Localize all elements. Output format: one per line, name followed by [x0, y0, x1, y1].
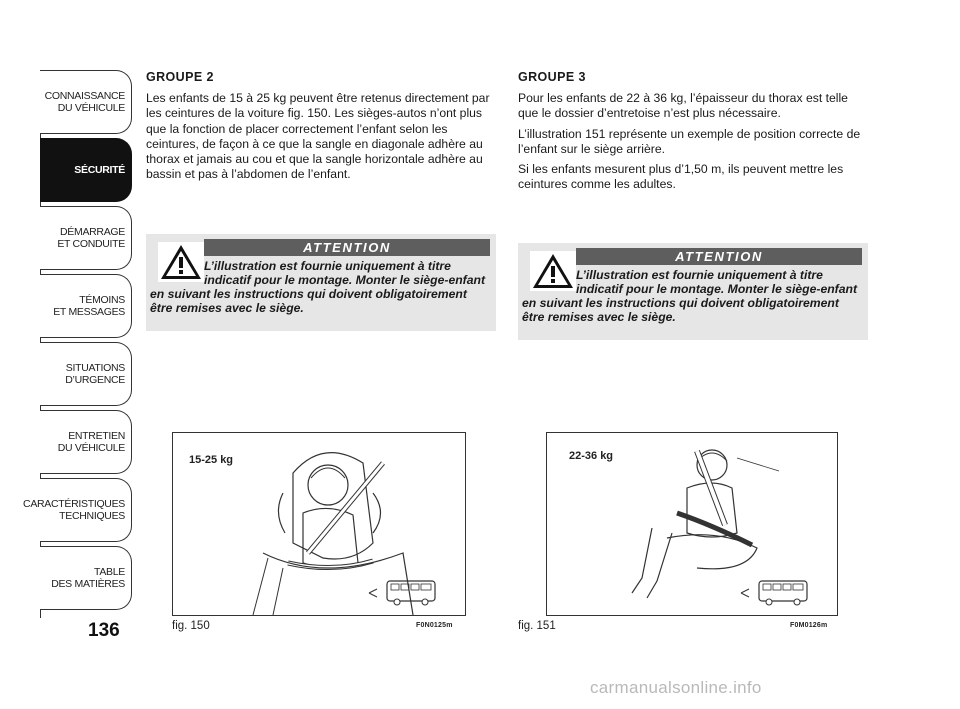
tab-securite[interactable]: SÉCURITÉ: [40, 138, 132, 202]
right-column: [518, 70, 870, 197]
figure-150-code: F0N0125m: [416, 622, 453, 629]
tab-connaissance-du-vehicule[interactable]: CONNAISSANCE DU VÉHICULE: [40, 70, 132, 134]
groupe-3-paragraph-3: Si les enfants mesurent plus d’1,50 m, ils peuvent mettre les ceintures comme les adultes.: [518, 162, 844, 192]
figure-150-caption: fig. 150: [172, 620, 210, 632]
figure-151: [546, 432, 838, 616]
attention-title: ATTENTION: [204, 239, 490, 256]
child-booster-seat-illustration: [173, 433, 465, 615]
tab-caracteristiques-techniques[interactable]: CARACTÉRISTIQUES TECHNIQUES: [40, 478, 132, 542]
figure-150: [172, 432, 466, 616]
groupe-3-paragraph-1: Pour les enfants de 22 à 36 kg, l’épaisseur du thorax est telle que le dossier d’entretoise n’est plus nécessaire.: [518, 91, 848, 121]
figure-151-code: F0M0126m: [790, 622, 828, 629]
tab-temoins-et-messages[interactable]: TÉMOINS ET MESSAGES: [40, 274, 132, 338]
watermark: carmanualsonline.info: [590, 678, 762, 697]
groupe-2-heading: GROUPE 2: [146, 70, 214, 84]
weight-label: 22-36 kg: [569, 450, 614, 462]
weight-label: 15-25 kg: [189, 454, 234, 466]
van-icon: [741, 581, 807, 605]
groupe-3-paragraph-2: L’illustration 151 représente un exemple de position correcte de l’enfant sur le siège arrière.: [518, 126, 861, 156]
tab-table-des-matieres[interactable]: TABLE DES MATIÈRES: [40, 546, 132, 610]
attention-box-right: [518, 243, 868, 340]
child-rear-seat-illustration: [547, 433, 837, 615]
attention-title: ATTENTION: [576, 248, 862, 265]
left-column: [146, 70, 498, 187]
van-icon: [369, 581, 435, 605]
figure-151-caption: fig. 151: [518, 620, 556, 632]
tab-situations-d-urgence[interactable]: SITUATIONS D’URGENCE: [40, 342, 132, 406]
attention-text: L’illustration est fournie uniquement à titre indicatif pour le montage. Monter le siège-enfant en suivant les instructions qui doivent obligatoirement être remises avec le siège.: [522, 268, 858, 324]
attention-box-left: [146, 234, 496, 331]
tab-demarrage-et-conduite[interactable]: DÉMARRAGE ET CONDUITE: [40, 206, 132, 270]
groupe-3-heading: GROUPE 3: [518, 70, 586, 84]
page-number: 136: [88, 620, 120, 641]
groupe-2-paragraph: Les enfants de 15 à 25 kg peuvent être retenus directement par les ceintures de la voiture fig. 150. Les sièges-autos n’ont plus que la fonction de placer correctement l’enfant selon les ceintures, de façon à ce que la sangle en diagonale adhère au thorax et jamais au cou et que la sangle horizontale adhère au bassin et pas à l’abdomen de l’enfant.: [146, 91, 490, 182]
attention-text: L’illustration est fournie uniquement à titre indicatif pour le montage. Monter le siège-enfant en suivant les instructions qui doivent obligatoirement être remises avec le siège.: [150, 259, 486, 315]
tab-entretien-du-vehicule[interactable]: ENTRETIEN DU VÉHICULE: [40, 410, 132, 474]
